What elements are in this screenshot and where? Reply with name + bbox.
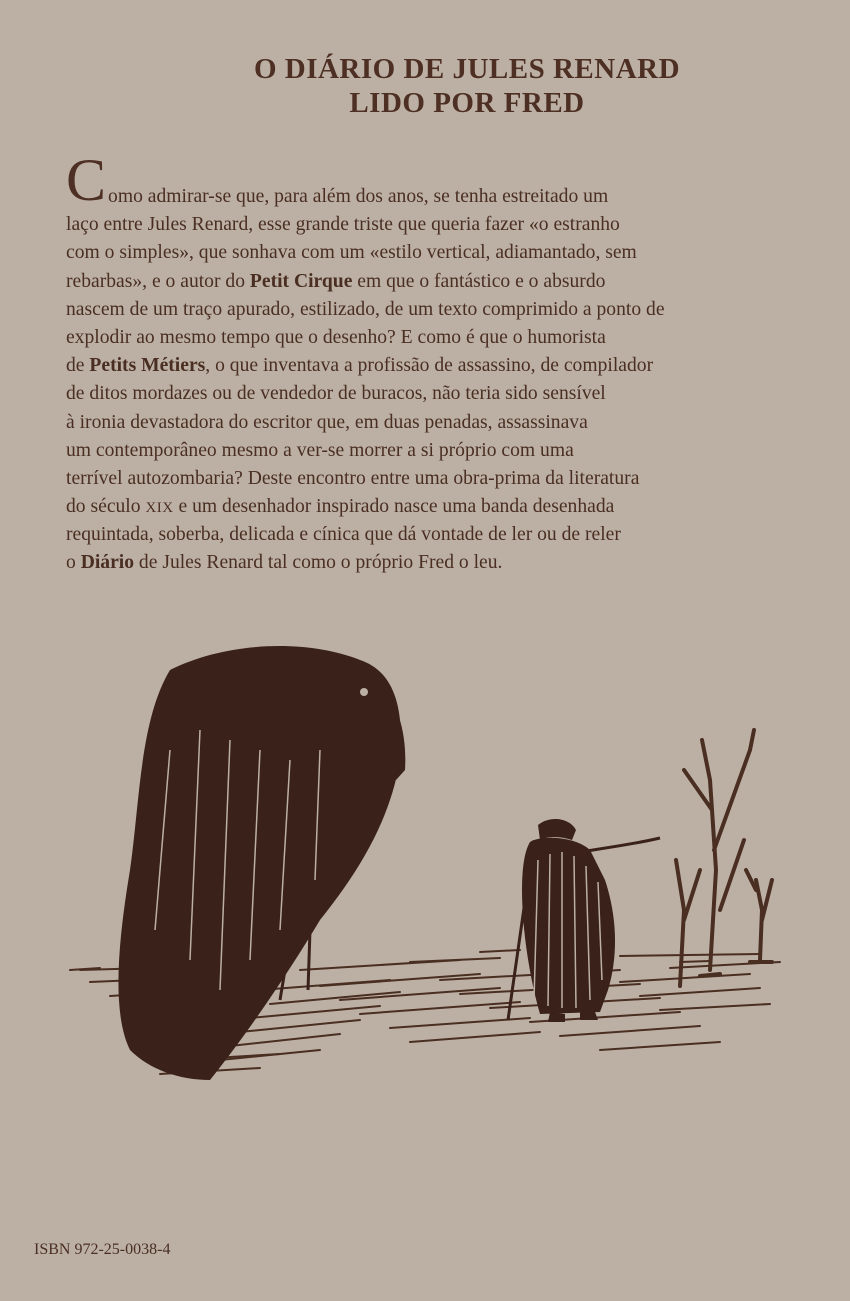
- title-line-1: O DIÁRIO DE JULES RENARD: [253, 53, 681, 85]
- walking-man-figure: [508, 819, 660, 1022]
- blurb-line: laço entre Jules Renard, esse grande triste que queria fazer «o estranho: [66, 214, 620, 236]
- blurb-text-run: o: [66, 552, 81, 574]
- book-title-diario: Diário: [80, 552, 135, 574]
- book-title-petit-cirque: Petit Cirque: [249, 270, 353, 292]
- blurb-line: um contemporâneo mesmo a ver-se morrer a si próprio com uma: [66, 439, 574, 461]
- isbn-number: ISBN 972-25-0038-4: [34, 1241, 171, 1258]
- blurb-line: omo admirar-se que, para além dos anos, se tenha estreitado um: [108, 186, 609, 207]
- drop-cap: C: [66, 147, 107, 213]
- blurb-line: explodir ao mesmo tempo que o desenho? E como é que o humorista: [66, 326, 606, 348]
- blurb-text-run: e um desenhador inspirado nasce uma banda desenhada: [173, 496, 615, 518]
- blurb-line: [66, 549, 806, 577]
- century-numeral: XIX: [145, 500, 174, 517]
- blurb-text-run: em que o fantástico e o absurdo: [352, 270, 606, 292]
- blurb-line: requintada, soberba, delicada e cínica que dá vontade de ler ou de reler: [66, 524, 621, 546]
- blurb-text-run: de Jules Renard tal como o próprio Fred o leu.: [134, 552, 503, 574]
- blurb-text-run: , o que inventava a profissão de assassino, de compilador: [205, 355, 654, 377]
- blurb-line: à ironia devastadora do escritor que, em duas penadas, assassinava: [66, 411, 588, 433]
- book-title: [140, 52, 794, 120]
- crow-figure: [118, 646, 405, 1080]
- blurb-line: nascem de um traço apurado, estilizado, de um texto comprimido a ponto de: [66, 298, 665, 320]
- blurb-line: [66, 268, 806, 296]
- blurb-line: terrível autozombaria? Deste encontro entre uma obra-prima da literatura: [66, 467, 640, 489]
- book-title-petits-metiers: Petits Métiers: [89, 355, 206, 377]
- blurb-text-run: rebarbas», e o autor do: [66, 270, 250, 292]
- title-line-2: LIDO POR FRED: [349, 87, 585, 119]
- blurb-line: [66, 352, 806, 380]
- bare-trees: [676, 730, 772, 986]
- blurb-line: com o simples», que sonhava com um «estilo vertical, adiamantado, sem: [66, 242, 637, 264]
- crow-and-walker-illustration: [60, 630, 800, 1090]
- blurb-line: [66, 493, 806, 521]
- blurb-text: [66, 147, 806, 578]
- blurb-line: de ditos mordazes ou de vendedor de buracos, não teria sido sensível: [66, 383, 606, 405]
- blurb-text-run: de: [66, 355, 90, 377]
- blurb-text-run: do século: [66, 496, 146, 518]
